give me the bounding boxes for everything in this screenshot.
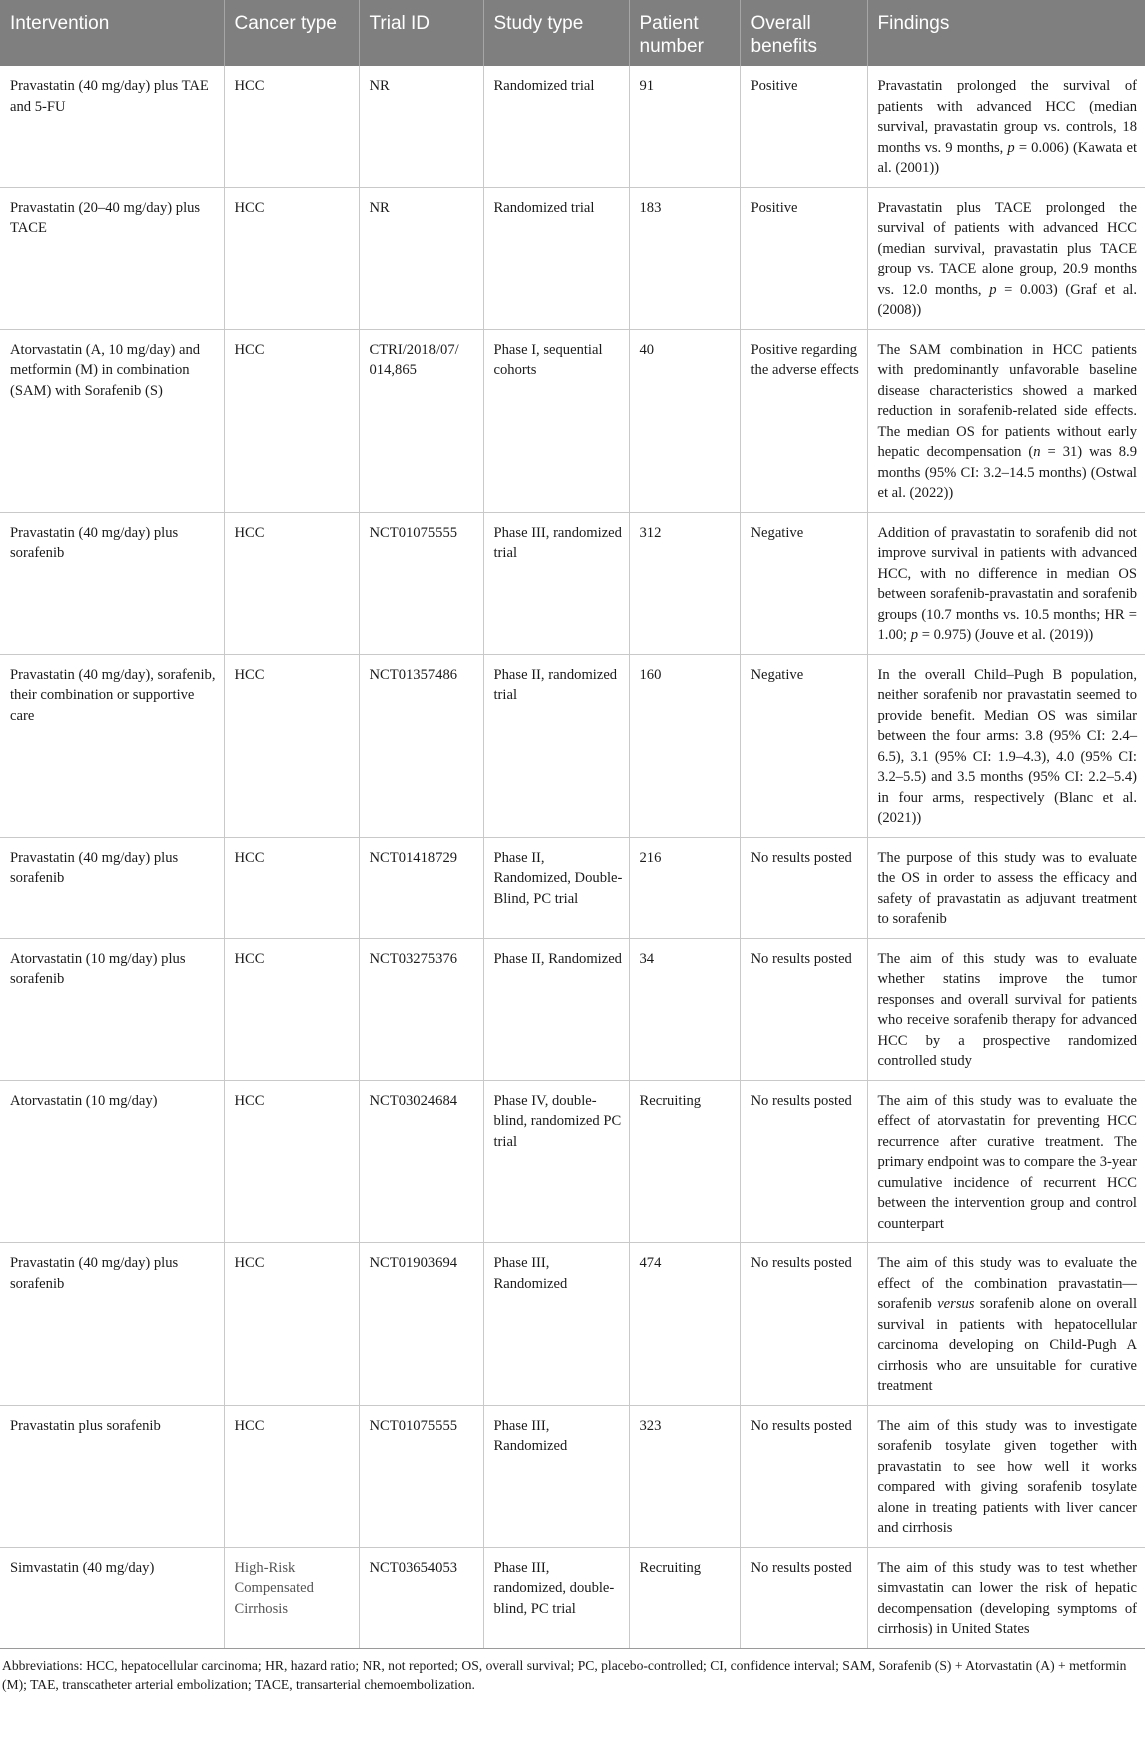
cell-intervention: Pravastatin (40 mg/day) plus TAE and 5-FU — [0, 66, 224, 187]
cell-intervention: Pravastatin (40 mg/day) plus sorafenib — [0, 837, 224, 938]
cell-trial-id: NR — [359, 66, 483, 187]
table-row — [0, 837, 1145, 938]
cell-findings: In the overall Child–Pugh B population, neither sorafenib nor pravastatin seemed to provide benefit. Median OS was similar between the four arms: 3.8 (95% CI: 2.4–6.5), 3.1 (95% CI: 1.9–4.3), 4.0 (95% CI: 3.2–5.5) and 3.5 months (95% CI: 2.2–5.4) in four arms, respectively (Blanc et al. (2021)) — [867, 654, 1145, 837]
cell-study-type: Phase II, Randomized, Double-Blind, PC trial — [483, 837, 629, 938]
cell-trial-id: NCT03654053 — [359, 1547, 483, 1648]
cell-overall-benefits: Negative — [740, 654, 867, 837]
cell-overall-benefits: Positive — [740, 187, 867, 329]
cell-findings: The aim of this study was to test whether simvastatin can lower the risk of hepatic decompensation (developing symptoms of cirrhosis) in United States — [867, 1547, 1145, 1648]
header-cancer-type: Cancer type — [224, 0, 359, 66]
cell-intervention: Pravastatin plus sorafenib — [0, 1405, 224, 1547]
cell-intervention: Atorvastatin (10 mg/day) plus sorafenib — [0, 938, 224, 1080]
table-row — [0, 329, 1145, 512]
table-row — [0, 654, 1145, 837]
cell-overall-benefits: No results posted — [740, 1080, 867, 1243]
table-row — [0, 1080, 1145, 1243]
cell-cancer-type: HCC — [224, 1243, 359, 1406]
cell-overall-benefits: Positive regarding the adverse effects — [740, 329, 867, 512]
cell-overall-benefits: No results posted — [740, 1243, 867, 1406]
cell-study-type: Randomized trial — [483, 66, 629, 187]
cell-trial-id: NCT03275376 — [359, 938, 483, 1080]
cell-trial-id: CTRI/2018/07/ 014,865 — [359, 329, 483, 512]
cell-study-type: Phase III, Randomized — [483, 1243, 629, 1406]
cell-findings: Pravastatin prolonged the survival of patients with advanced HCC (median survival, pravastatin group vs. controls, 18 months vs. 9 months, p = 0.006) (Kawata et al. (2001)) — [867, 66, 1145, 187]
cell-study-type: Phase IV, double-blind, randomized PC trial — [483, 1080, 629, 1243]
cell-overall-benefits: No results posted — [740, 837, 867, 938]
cell-patient-number: 91 — [629, 66, 740, 187]
cell-study-type: Phase III, randomized trial — [483, 512, 629, 654]
table-row — [0, 66, 1145, 187]
cell-intervention: Pravastatin (40 mg/day) plus sorafenib — [0, 1243, 224, 1406]
cell-findings: The SAM combination in HCC patients with predominantly unfavorable baseline disease characteristics showed a marked reduction in sorafenib-related side effects. The median OS for patients without early hepatic decompensation (n = 31) was 8.9 months (95% CI: 3.2–14.5 months) (Ostwal et al. (2022)) — [867, 329, 1145, 512]
cell-trial-id: NCT01903694 — [359, 1243, 483, 1406]
abbreviations-footnote: Abbreviations: HCC, hepatocellular carcinoma; HR, hazard ratio; NR, not reported; OS, overall survival; PC, placebo-controlled; CI, confidence interval; SAM, Sorafenib (S) + Atorvastatin (A) + metformin (M); TAE, transcatheter arterial embolization; TACE, transarterial chemoembolization. — [2, 1657, 1127, 1692]
cell-trial-id: NCT01075555 — [359, 512, 483, 654]
cell-cancer-type: HCC — [224, 1080, 359, 1243]
cell-patient-number: 323 — [629, 1405, 740, 1547]
cell-trial-id: NCT03024684 — [359, 1080, 483, 1243]
table-header — [0, 0, 1145, 66]
cell-overall-benefits: No results posted — [740, 938, 867, 1080]
cell-cancer-type: HCC — [224, 938, 359, 1080]
cell-overall-benefits: Negative — [740, 512, 867, 654]
cell-patient-number: 312 — [629, 512, 740, 654]
cell-overall-benefits: No results posted — [740, 1547, 867, 1648]
table-row — [0, 1405, 1145, 1547]
cell-study-type: Phase III, randomized, double-blind, PC trial — [483, 1547, 629, 1648]
header-trial-id: Trial ID — [359, 0, 483, 66]
cell-trial-id: NCT01357486 — [359, 654, 483, 837]
table-body — [0, 66, 1145, 1648]
cell-cancer-type: HCC — [224, 329, 359, 512]
cell-cancer-type: High-Risk Compensated Cirrhosis — [224, 1547, 359, 1648]
cell-patient-number: 183 — [629, 187, 740, 329]
cell-cancer-type: HCC — [224, 66, 359, 187]
cell-intervention: Pravastatin (40 mg/day) plus sorafenib — [0, 512, 224, 654]
cell-intervention: Pravastatin (40 mg/day), sorafenib, their combination or supportive care — [0, 654, 224, 837]
table-row — [0, 512, 1145, 654]
table-row — [0, 1243, 1145, 1406]
header-row — [0, 0, 1145, 66]
cell-trial-id: NR — [359, 187, 483, 329]
cell-findings: The aim of this study was to evaluate the effect of the combination pravastatin—sorafenib versus sorafenib alone on overall survival in patients with hepatocellular carcinoma developing on Child-Pugh A cirrhosis who are unsuitable for curative treatment — [867, 1243, 1145, 1406]
table-row — [0, 1547, 1145, 1648]
header-overall-benefits: Overall benefits — [740, 0, 867, 66]
cell-overall-benefits: Positive — [740, 66, 867, 187]
cell-patient-number: 216 — [629, 837, 740, 938]
cell-study-type: Randomized trial — [483, 187, 629, 329]
cell-patient-number: 40 — [629, 329, 740, 512]
cell-intervention: Simvastatin (40 mg/day) — [0, 1547, 224, 1648]
cell-patient-number: 160 — [629, 654, 740, 837]
cell-trial-id: NCT01075555 — [359, 1405, 483, 1547]
header-intervention: Intervention — [0, 0, 224, 66]
table-row — [0, 187, 1145, 329]
header-study-type: Study type — [483, 0, 629, 66]
cell-findings: Pravastatin plus TACE prolonged the survival of patients with advanced HCC (median survival, pravastatin plus TACE group vs. TACE alone group, 20.9 months vs. 12.0 months, p = 0.003) (Graf et al. (2008)) — [867, 187, 1145, 329]
cell-findings: The purpose of this study was to evaluate the OS in order to assess the efficacy and safety of pravastatin as adjuvant treatment to sorafenib — [867, 837, 1145, 938]
cell-patient-number: 474 — [629, 1243, 740, 1406]
cell-patient-number: Recruiting — [629, 1547, 740, 1648]
cell-cancer-type: HCC — [224, 1405, 359, 1547]
cell-intervention: Atorvastatin (10 mg/day) — [0, 1080, 224, 1243]
cell-cancer-type: HCC — [224, 837, 359, 938]
cell-study-type: Phase III, Randomized — [483, 1405, 629, 1547]
cell-trial-id: NCT01418729 — [359, 837, 483, 938]
header-findings: Findings — [867, 0, 1145, 66]
table-row — [0, 938, 1145, 1080]
cell-patient-number: Recruiting — [629, 1080, 740, 1243]
cell-findings: Addition of pravastatin to sorafenib did not improve survival in patients with advanced HCC, with no difference in median OS between sorafenib-pravastatin and sorafenib groups (10.7 months vs. 10.5 months; HR = 1.00; p = 0.975) (Jouve et al. (2019)) — [867, 512, 1145, 654]
header-patient-number: Patient number — [629, 0, 740, 66]
cell-patient-number: 34 — [629, 938, 740, 1080]
cell-cancer-type: HCC — [224, 512, 359, 654]
cell-findings: The aim of this study was to evaluate whether statins improve the tumor responses and overall survival for patients who receive sorafenib therapy for advanced HCC by a prospective randomized controlled study — [867, 938, 1145, 1080]
cell-overall-benefits: No results posted — [740, 1405, 867, 1547]
cell-study-type: Phase II, Randomized — [483, 938, 629, 1080]
cell-cancer-type: HCC — [224, 187, 359, 329]
cell-intervention: Atorvastatin (A, 10 mg/day) and metformin (M) in combination (SAM) with Sorafenib (S) — [0, 329, 224, 512]
cell-cancer-type: HCC — [224, 654, 359, 837]
cell-study-type: Phase II, randomized trial — [483, 654, 629, 837]
cell-findings: The aim of this study was to evaluate the effect of atorvastatin for preventing HCC recurrence after curative treatment. The primary endpoint was to compare the 3-year cumulative incidence of recurrent HCC between the intervention group and control counterpart — [867, 1080, 1145, 1243]
cell-intervention: Pravastatin (20–40 mg/day) plus TACE — [0, 187, 224, 329]
cell-study-type: Phase I, sequential cohorts — [483, 329, 629, 512]
cell-findings: The aim of this study was to investigate sorafenib tosylate given together with pravastatin to see how well it works compared with giving sorafenib tosylate alone in treating patients with liver cancer and cirrhosis — [867, 1405, 1145, 1547]
